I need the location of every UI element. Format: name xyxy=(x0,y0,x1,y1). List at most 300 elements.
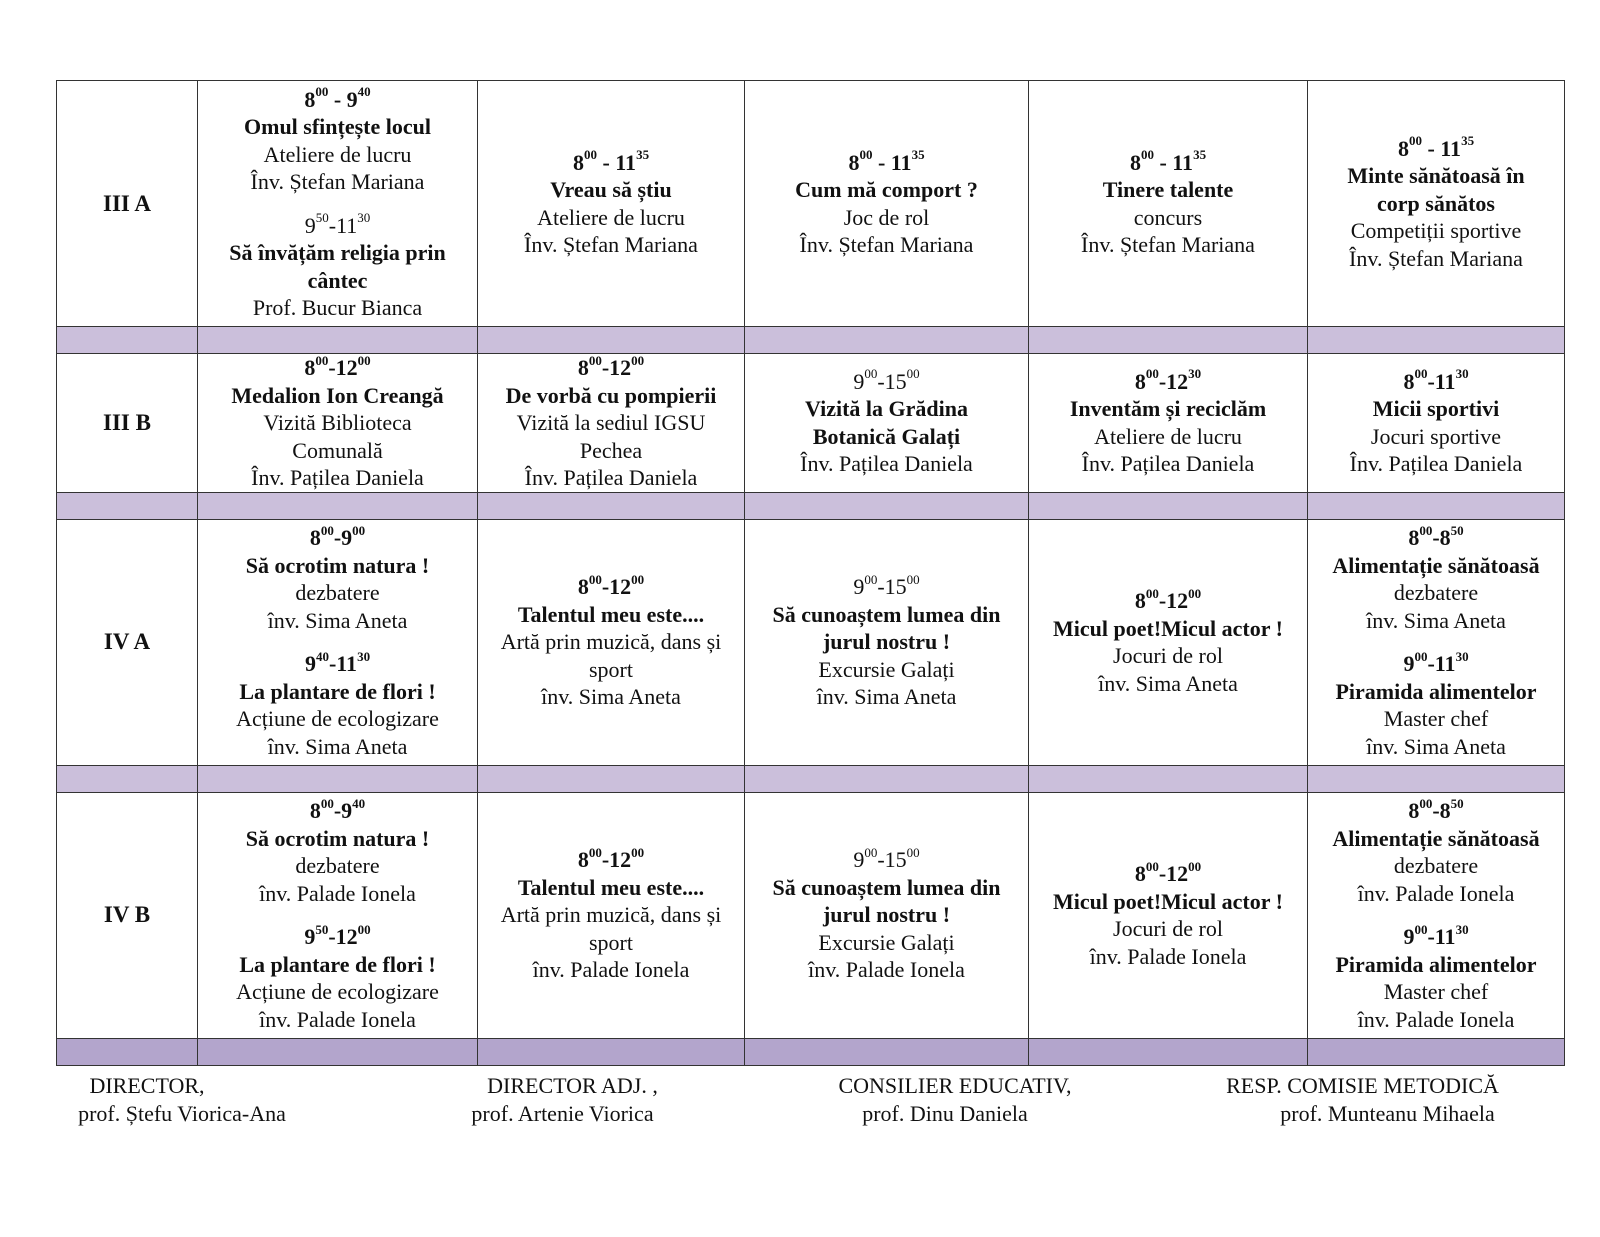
activity-title: Să ocrotim natura ! xyxy=(245,825,430,851)
separator-cell xyxy=(198,1038,478,1065)
time-separator: - xyxy=(601,355,610,380)
start-hour: 9 xyxy=(304,924,316,949)
separator-cell xyxy=(57,1038,198,1065)
end-hour: 12 xyxy=(609,847,632,873)
start-hour: 8 xyxy=(1134,861,1146,886)
activity-detail: Jocuri de rol xyxy=(1113,643,1223,668)
signature-name: prof. Artenie Viorica xyxy=(471,1101,654,1126)
time-separator: - xyxy=(328,651,337,676)
activity-detail: Acțiune de ecologizare xyxy=(236,706,439,731)
activity-block xyxy=(202,524,473,634)
start-minutes: 00 xyxy=(320,795,334,811)
activity-block xyxy=(202,86,473,196)
start-minutes: 40 xyxy=(315,648,329,664)
end-hour: 9 xyxy=(341,798,353,823)
end-minutes: 00 xyxy=(352,522,366,538)
activity-detail: înv. Palade Ionela xyxy=(259,1006,416,1032)
end-hour: 15 xyxy=(884,847,907,873)
activity-cell xyxy=(198,519,478,765)
end-hour: 11 xyxy=(336,651,358,676)
activity-title: La plantare de flori ! xyxy=(239,678,436,704)
activity-title: Inventăm și reciclăm xyxy=(1069,396,1267,422)
activity-detail: Înv. Ștefan Mariana xyxy=(1081,232,1255,257)
activity-cell xyxy=(1308,354,1565,493)
end-hour: 11 xyxy=(890,149,912,175)
time-range xyxy=(202,797,473,825)
start-hour: 8 xyxy=(848,149,860,175)
activity-detail: Jocuri de rol xyxy=(1113,916,1223,941)
activity-detail: Vizită Biblioteca xyxy=(263,410,412,435)
separator-cell xyxy=(478,1038,745,1065)
start-hour: 9 xyxy=(853,368,865,394)
end-minutes: 40 xyxy=(357,84,371,100)
activity-detail: Ateliere de lucru xyxy=(263,141,412,167)
activity-detail: dezbatere xyxy=(1393,853,1479,878)
class-row xyxy=(57,81,1565,327)
time-range xyxy=(202,86,473,114)
start-minutes: 00 xyxy=(1414,366,1428,382)
end-minutes: 00 xyxy=(906,366,920,382)
activity-block xyxy=(202,650,473,760)
separator-cell xyxy=(745,492,1029,519)
activity-detail: înv. Sima Aneta xyxy=(1098,670,1238,696)
activity-detail: Ateliere de lucru xyxy=(537,204,685,230)
end-minutes: 00 xyxy=(357,352,371,368)
signature-role: CONSILIER EDUCATIV, xyxy=(838,1073,1072,1098)
end-hour: 8 xyxy=(1439,798,1451,823)
separator-cell xyxy=(1308,492,1565,519)
start-minutes: 00 xyxy=(1419,522,1433,538)
separator-row xyxy=(57,327,1565,354)
block-spacer xyxy=(1312,634,1560,650)
end-minutes: 00 xyxy=(1188,858,1202,874)
time-range xyxy=(1312,650,1560,678)
class-row xyxy=(57,792,1565,1038)
activity-detail: Artă prin muzică, dans și xyxy=(500,902,722,928)
start-hour: 8 xyxy=(572,149,584,175)
time-range xyxy=(749,149,1024,177)
time-range xyxy=(1312,135,1560,163)
activity-detail: dezbatere xyxy=(295,853,380,878)
activity-cell xyxy=(478,81,745,327)
separator-row xyxy=(57,492,1565,519)
separator-cell xyxy=(478,765,745,792)
start-hour: 8 xyxy=(1397,135,1409,161)
activity-cell xyxy=(745,519,1029,765)
time-range xyxy=(749,573,1024,601)
start-minutes: 00 xyxy=(864,844,878,860)
time-separator: - xyxy=(1153,149,1173,175)
activity-cell xyxy=(478,519,745,765)
activity-block xyxy=(202,797,473,907)
start-minutes: 00 xyxy=(1408,133,1422,149)
activity-block xyxy=(1312,368,1560,478)
end-minutes: 50 xyxy=(1450,795,1464,811)
time-range xyxy=(1033,587,1303,615)
end-minutes: 00 xyxy=(906,844,920,860)
activity-detail: Master chef xyxy=(1383,706,1489,731)
activity-block xyxy=(1033,587,1303,697)
separator-cell xyxy=(478,492,745,519)
separator-row xyxy=(57,1038,1565,1065)
time-range xyxy=(1312,524,1560,552)
start-minutes: 00 xyxy=(588,844,602,860)
activity-title: Medalion Ion Creangă xyxy=(231,382,444,408)
time-separator: - xyxy=(877,574,885,600)
start-minutes: 00 xyxy=(1414,648,1428,664)
end-minutes: 50 xyxy=(1450,522,1464,538)
start-minutes: 00 xyxy=(1140,147,1154,163)
time-range xyxy=(1033,149,1303,177)
signature-director xyxy=(62,1072,302,1128)
start-minutes: 00 xyxy=(588,352,602,368)
start-minutes: 00 xyxy=(1145,585,1159,601)
activity-block xyxy=(482,846,740,984)
activity-cell xyxy=(478,354,745,493)
activity-detail: Acțiune de ecologizare xyxy=(236,979,439,1004)
time-range xyxy=(482,573,740,601)
signature-consilier xyxy=(820,1072,1090,1128)
activity-title: Minte sănătoasă în xyxy=(1347,163,1525,189)
activity-title: Piramida alimentelor xyxy=(1335,678,1537,704)
activity-title: Alimentație sănătoasă xyxy=(1332,552,1540,578)
end-minutes: 00 xyxy=(631,571,645,587)
activity-title: De vorbă cu pompierii xyxy=(505,382,717,408)
start-hour: 8 xyxy=(577,847,589,873)
end-minutes: 30 xyxy=(1455,648,1469,664)
end-hour: 15 xyxy=(884,574,907,600)
activity-detail: dezbatere xyxy=(295,580,380,605)
activity-cell xyxy=(745,81,1029,327)
activity-detail: concurs xyxy=(1133,204,1203,230)
signature-role: DIRECTOR, xyxy=(89,1073,205,1098)
start-minutes: 00 xyxy=(1145,366,1159,382)
time-range xyxy=(1312,797,1560,825)
end-hour: 11 xyxy=(336,212,358,238)
end-hour: 8 xyxy=(1439,525,1451,550)
activity-block xyxy=(1033,149,1303,259)
end-hour: 12 xyxy=(609,355,632,380)
activity-block xyxy=(482,354,740,492)
time-range xyxy=(202,524,473,552)
time-range xyxy=(1033,860,1303,888)
activity-detail: înv. Sima Aneta xyxy=(267,733,408,759)
start-hour: 8 xyxy=(1408,798,1420,823)
activity-detail: înv. Sima Aneta xyxy=(816,684,957,710)
time-separator: - xyxy=(333,798,342,823)
activity-title: Omul sfințește locul xyxy=(244,114,431,139)
activity-cell xyxy=(478,792,745,1038)
activity-block xyxy=(482,573,740,711)
end-hour: 12 xyxy=(335,924,358,949)
separator-cell xyxy=(1308,765,1565,792)
activity-title: Tinere talente xyxy=(1102,177,1234,202)
separator-cell xyxy=(198,765,478,792)
end-hour: 12 xyxy=(1166,368,1189,394)
end-hour: 12 xyxy=(1166,861,1189,886)
time-range xyxy=(202,354,473,382)
class-row xyxy=(57,519,1565,765)
time-range xyxy=(482,846,740,874)
time-separator: - xyxy=(333,525,342,550)
end-hour: 12 xyxy=(335,355,358,380)
activity-detail: Comunală xyxy=(292,437,383,463)
end-hour: 11 xyxy=(615,149,637,175)
activity-detail: înv. Palade Ionela xyxy=(1357,1006,1515,1032)
start-hour: 8 xyxy=(1129,149,1141,175)
signature-role: RESP. COMISIE METODICĂ xyxy=(1226,1073,1499,1098)
time-separator: - xyxy=(328,924,336,949)
end-hour: 15 xyxy=(884,368,907,394)
activity-detail: Înv. Pațilea Daniela xyxy=(524,465,698,490)
start-minutes: 00 xyxy=(315,352,329,368)
signature-name: prof. Munteanu Mihaela xyxy=(1280,1101,1495,1126)
end-minutes: 00 xyxy=(631,352,645,368)
end-minutes: 30 xyxy=(1455,921,1469,937)
start-minutes: 00 xyxy=(583,147,597,163)
activity-detail: Înv. Pațilea Daniela xyxy=(251,465,424,490)
start-hour: 8 xyxy=(304,355,316,380)
time-range xyxy=(749,846,1024,874)
time-range xyxy=(482,149,740,177)
time-separator: - xyxy=(1432,798,1440,823)
activity-title: Să cunoaștem lumea din xyxy=(772,601,1001,627)
activity-title: corp sănătos xyxy=(1377,190,1495,216)
end-minutes: 35 xyxy=(636,147,650,163)
signature-name: prof. Ștefu Viorica-Ana xyxy=(78,1101,286,1126)
separator-cell xyxy=(1029,765,1308,792)
end-hour: 11 xyxy=(1172,149,1194,175)
end-hour: 11 xyxy=(1434,924,1456,949)
activity-block xyxy=(749,573,1024,711)
separator-row xyxy=(57,765,1565,792)
start-hour: 8 xyxy=(1408,525,1420,550)
activity-block xyxy=(1312,524,1560,634)
activity-title: jurul nostru ! xyxy=(822,629,951,655)
activity-detail: Înv. Pațilea Daniela xyxy=(1081,451,1255,477)
separator-cell xyxy=(745,765,1029,792)
activity-title: Vreau să știu xyxy=(550,177,672,202)
activity-detail: Înv. Ștefan Mariana xyxy=(250,169,425,194)
separator-cell xyxy=(1308,327,1565,354)
time-range xyxy=(1312,368,1560,396)
activity-cell xyxy=(745,792,1029,1038)
separator-cell xyxy=(57,327,198,354)
activity-detail: Artă prin muzică, dans și xyxy=(500,629,722,655)
start-hour: 8 xyxy=(309,798,321,823)
activity-detail: Excursie Galați xyxy=(818,656,955,682)
activity-title: Să învățăm religia prin xyxy=(229,240,446,265)
separator-cell xyxy=(198,327,478,354)
start-hour: 8 xyxy=(304,86,316,112)
start-minutes: 00 xyxy=(320,522,334,538)
class-name-cell: IV B xyxy=(57,792,198,1038)
start-hour: 8 xyxy=(577,355,589,380)
time-range xyxy=(1033,368,1303,396)
activity-cell xyxy=(745,354,1029,493)
start-hour: 8 xyxy=(1403,368,1415,394)
end-hour: 12 xyxy=(1166,588,1189,613)
separator-cell xyxy=(1029,1038,1308,1065)
signature-resp-comisie xyxy=(1210,1072,1515,1128)
end-hour: 12 xyxy=(609,574,632,600)
activity-detail: Ateliere de lucru xyxy=(1094,423,1242,449)
activity-block xyxy=(202,354,473,492)
separator-cell xyxy=(57,765,198,792)
activity-detail: înv. Palade Ionela xyxy=(532,957,690,983)
activity-title: Piramida alimentelor xyxy=(1335,951,1537,977)
activity-title: Talentul meu este.... xyxy=(517,874,705,900)
activity-block xyxy=(202,212,473,322)
activity-block xyxy=(482,149,740,259)
activity-title: Botanică Galați xyxy=(812,423,961,449)
time-separator: - xyxy=(1421,135,1441,161)
activity-cell xyxy=(1308,81,1565,327)
activity-detail: înv. Sima Aneta xyxy=(541,684,681,710)
end-hour: 11 xyxy=(1434,651,1456,676)
time-separator: - xyxy=(601,847,610,873)
activity-detail: înv. Palade Ionela xyxy=(1357,880,1515,906)
activity-title: Micii sportivi xyxy=(1372,396,1500,422)
start-hour: 9 xyxy=(1403,924,1415,949)
activity-title: jurul nostru ! xyxy=(822,902,951,928)
time-range xyxy=(1312,923,1560,951)
time-range xyxy=(202,212,473,240)
activity-detail: Înv. Pațilea Daniela xyxy=(800,451,973,477)
activity-title: Talentul meu este.... xyxy=(517,601,705,627)
separator-cell xyxy=(57,492,198,519)
separator-cell xyxy=(745,1038,1029,1065)
start-minutes: 00 xyxy=(1414,921,1428,937)
end-minutes: 00 xyxy=(631,844,645,860)
separator-cell xyxy=(1029,327,1308,354)
activity-block xyxy=(749,149,1024,259)
activity-block xyxy=(202,923,473,1033)
activity-detail: Înv. Ștefan Mariana xyxy=(799,232,974,257)
end-minutes: 00 xyxy=(906,571,920,587)
activity-detail: Master chef xyxy=(1383,979,1489,1004)
time-separator: - xyxy=(877,847,885,873)
block-spacer xyxy=(1312,907,1560,923)
block-spacer xyxy=(202,196,473,212)
start-hour: 9 xyxy=(1403,651,1415,676)
activity-title: Vizită la Grădina xyxy=(805,396,968,422)
activity-title: Cum mă comport ? xyxy=(795,177,978,202)
time-range xyxy=(202,650,473,678)
activity-block xyxy=(1033,368,1303,478)
activity-cell xyxy=(1308,519,1565,765)
time-separator: - xyxy=(1158,368,1167,394)
start-minutes: 00 xyxy=(864,571,878,587)
start-minutes: 00 xyxy=(588,571,602,587)
time-separator: - xyxy=(1427,924,1435,949)
activity-title: La plantare de flori ! xyxy=(239,951,436,977)
end-minutes: 35 xyxy=(1461,133,1475,149)
activity-cell xyxy=(1029,81,1308,327)
time-range xyxy=(482,354,740,382)
end-minutes: 00 xyxy=(357,921,371,937)
start-minutes: 00 xyxy=(1145,858,1159,874)
time-separator: - xyxy=(1427,368,1435,394)
activity-detail: Vizită la sediul IGSU xyxy=(516,410,706,435)
activity-cell xyxy=(1029,792,1308,1038)
schedule-table xyxy=(56,80,1565,1066)
end-minutes: 30 xyxy=(357,648,371,664)
activity-detail: sport xyxy=(589,656,633,682)
block-spacer xyxy=(202,907,473,923)
activity-title: Să ocrotim natura ! xyxy=(245,552,430,578)
time-separator: - xyxy=(328,355,336,380)
activity-detail: înv. Palade Ionela xyxy=(808,957,965,983)
signature-director-adj xyxy=(455,1072,670,1128)
signature-role: DIRECTOR ADJ. , xyxy=(487,1073,658,1098)
activity-detail: Pechea xyxy=(579,437,643,463)
activity-detail: Înv. Pațilea Daniela xyxy=(1349,451,1523,477)
start-hour: 9 xyxy=(853,847,865,873)
time-range xyxy=(749,368,1024,396)
time-range xyxy=(202,923,473,951)
activity-block xyxy=(1033,860,1303,970)
schedule-body xyxy=(57,81,1565,1066)
start-minutes: 00 xyxy=(1419,795,1433,811)
activity-cell xyxy=(198,354,478,493)
activity-detail: înv. Sima Aneta xyxy=(267,607,408,633)
time-separator: - xyxy=(1432,525,1440,550)
end-minutes: 30 xyxy=(357,210,371,226)
time-separator: - xyxy=(328,212,337,238)
time-separator: - xyxy=(601,574,610,600)
activity-title: Să cunoaștem lumea din xyxy=(772,874,1001,900)
activity-detail: Prof. Bucur Bianca xyxy=(252,295,423,320)
activity-detail: Competiții sportive xyxy=(1350,218,1522,244)
activity-detail: Jocuri sportive xyxy=(1370,423,1502,449)
activity-detail: Înv. Ștefan Mariana xyxy=(524,232,698,257)
end-minutes: 30 xyxy=(1455,366,1469,382)
start-hour: 8 xyxy=(309,525,321,550)
start-minutes: 00 xyxy=(859,147,873,163)
class-name-cell: IV A xyxy=(57,519,198,765)
separator-cell xyxy=(745,327,1029,354)
activity-detail: Joc de rol xyxy=(843,204,930,230)
activity-title: cântec xyxy=(307,267,368,293)
activity-detail: Înv. Ștefan Mariana xyxy=(1349,245,1523,271)
start-hour: 9 xyxy=(304,212,316,238)
activity-block xyxy=(749,368,1024,478)
end-minutes: 30 xyxy=(1188,366,1202,382)
start-hour: 9 xyxy=(853,574,865,600)
time-separator: - xyxy=(1158,588,1167,613)
activity-block xyxy=(1312,135,1560,273)
class-name-cell: III A xyxy=(57,81,198,327)
activity-detail: înv. Sima Aneta xyxy=(1366,607,1506,633)
activity-cell xyxy=(198,81,478,327)
activity-block xyxy=(749,846,1024,984)
end-minutes: 35 xyxy=(911,147,925,163)
activity-detail: înv. Palade Ionela xyxy=(1089,943,1247,969)
activity-cell xyxy=(1029,354,1308,493)
time-separator: - xyxy=(877,368,885,394)
end-minutes: 40 xyxy=(352,795,366,811)
activity-detail: Excursie Galați xyxy=(818,929,955,955)
end-minutes: 00 xyxy=(1188,585,1202,601)
activity-block xyxy=(1312,923,1560,1033)
activity-detail: sport xyxy=(589,929,633,955)
signature-name: prof. Dinu Daniela xyxy=(862,1101,1028,1126)
activity-detail: înv. Palade Ionela xyxy=(259,880,416,906)
time-separator: - xyxy=(1158,861,1167,886)
separator-cell xyxy=(198,492,478,519)
class-name-cell: III B xyxy=(57,354,198,493)
